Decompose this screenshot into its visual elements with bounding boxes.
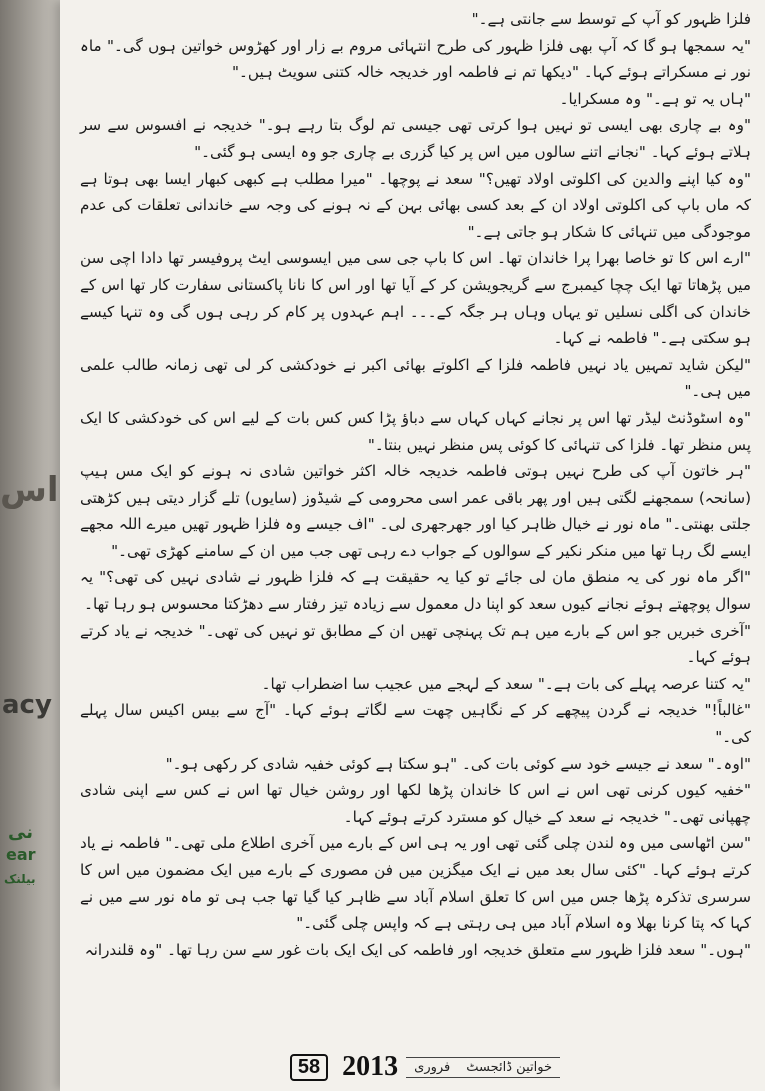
paragraph: "وہ کیا اپنے والدین کی اکلوتی اولاد تھیں؟" سعد نے پوچھا۔ "میرا مطلب ہے کبھی کبھار ایسا بھی ہوتا ہے کہ ماں باپ کی اکلوتی اولاد ان کے بعد کسی بھائی بہن کے نہ ہونے کی وجہ سے خاندانی تعلقات کی عدم موجودگی میں تنہائی کا شکار ہو جاتی ہے۔"	[80, 169, 751, 241]
paragraph: فلزا ظہور کو آپ کے توسط سے جانتی ہے۔"	[471, 10, 751, 28]
binding-fragment: ear	[6, 845, 36, 864]
paragraph: "خفیہ کیوں کرنی تھی اس نے اس کا خاندان پڑھا لکھا اور روشن خیال تھا اس نے کس سے اپنی شادی چھپانی تھی۔" خدیجہ نے سعد کے خیال کو مسترد کرتے ہوئے کہا۔	[80, 781, 751, 826]
binding-fragment: نی	[8, 822, 33, 843]
paragraph: "ارے اس کا تو خاصا بھرا پرا خاندان تھا۔ اس کا باپ جی سی میں ایسوسی ایٹ پروفیسر تھا دادا اچی سن میں پڑھاتا تھا ایک چچا کیمبرج سے گریجویشن کر کے آیا تھا اور اس کا نانا پاکستانی سفارت کار تھا اس کے خاندان کی اگلی نسلیں تو یہاں وہاں ہر جگہ کے۔۔۔ اہم عہدوں پر کام کر رہی ہوں گی وہ تنہا کیسے ہو سکتی ہے۔" فاطمہ نے کہا۔	[80, 249, 751, 348]
page-footer	[260, 1051, 560, 1083]
paragraph: "وہ اسٹوڈنٹ لیڈر تھا اس پر نجانے کہاں کہاں سے دباؤ پڑا کس کس بات کے لیے اس کی خودکشی کا ایک پس منظر تھا۔ فلزا کی تنہائی کا کوئی پس منظر نہیں بنتا۔"	[80, 408, 751, 454]
paragraph: "یہ کتنا عرصہ پہلے کی بات ہے۔" سعد کے لہجے میں عجیب سا اضطراب تھا۔	[261, 674, 751, 693]
paragraph: "ہاں یہ تو ہے۔" وہ مسکرایا۔	[559, 89, 751, 108]
footer-year: 2013	[342, 1051, 399, 1082]
paragraph: "غالباً!" خدیجہ نے گردن پیچھے کر کے نگاہیں چھت سے لگاتے ہوئے کہا۔ "آج سے بیس اکیس سال پہلے کی۔"	[80, 701, 751, 747]
binding-fragment: بیلنک	[4, 872, 36, 886]
paragraph: "لیکن شاید تمہیں یاد نہیں فاطمہ فلزا کے اکلوتے بھائی اکبر نے خودکشی کر لی تھی زمانہ طالب علمی میں ہی۔"	[80, 355, 751, 401]
page-number: 58	[290, 1054, 328, 1081]
paragraph: "سن اٹھاسی میں وہ لندن چلی گئی تھی اور یہ ہی اس کے بارے میں آخری اطلاع ملی تھی۔" فاطمہ نے یاد کرتے ہوئے کہا۔ "کئی سال بعد میں نے ایک میگزین میں فن مصوری کے بارے میں ایک مضمون میں اس کا سرسری تذکرہ پڑھا جس میں اس کا تعلق اسلام آباد سے ظاہر کیا گیا تھا جب ہی تو ماہ نور سے میں نے کہا کہ پتا کرنا بھلا وہ اسلام آباد میں ہی رہتی ہے کہ واپس چلی گئی۔"	[80, 834, 751, 933]
footer-magazine-name: خواتین ڈائجسٹ	[458, 1057, 560, 1078]
paragraph: "اگر ماہ نور کی یہ منطق مان لی جائے تو کیا یہ حقیقت ہے کہ فلزا ظہور نے شادی نہیں کی تھی؟" یہ سوال پوچھتے ہوئے نجانے کیوں سعد کو اپنا دل معمول سے زیادہ تیز رفتار سے دھڑکتا محسوس ہو رہا تھا۔	[80, 568, 751, 614]
paragraph: "یہ سمجھا ہو گا کہ آپ بھی فلزا ظہور کی طرح انتہائی مروم بے زار اور کھڑوس خواتین ہوں گی۔" ماہ نور نے مسکراتے ہوئے کہا۔ "دیکھا تم نے فاطمہ اور خدیجہ خالہ کتنی سویٹ ہیں۔"	[80, 36, 751, 82]
footer-month: فروری	[406, 1057, 458, 1078]
paragraph: "آخری خبریں جو اس کے بارے میں ہم تک پہنچی تھیں ان کے مطابق تو نہیں کی تھی۔" خدیجہ نے یاد کرتے ہوئے کہا۔	[80, 621, 751, 667]
magazine-page	[60, 0, 765, 1091]
binding-fragment: acy	[2, 690, 52, 720]
paragraph: "ہوں۔" سعد فلزا ظہور سے متعلق خدیجہ اور فاطمہ کی ایک ایک بات غور سے سن رہا تھا۔ "وہ قلندرانہ	[84, 940, 751, 959]
paragraph: "وہ بے چاری بھی ایسی تو نہیں ہوا کرتی تھی جیسی تم لوگ بتا رہے ہو۔" خدیجہ نے افسوس سے سر ہلاتے ہوئے کہا۔ "نجانے اتنے سالوں میں اس پر کیا گزری بے چاری جو وہ ایسی ہو گئی۔"	[80, 116, 751, 161]
binding-fragment: اس	[0, 470, 59, 510]
paragraph: "ہر خاتون آپ کی طرح نہیں ہوتی فاطمہ خدیجہ خالہ اکثر خواتین شادی نہ ہونے کو ایک مس ہیپ (سانحہ) سمجھنے لگتی ہیں اور پھر باقی عمر اسی محرومی کے شیڈوز (سایوں) تلے گزار دیتی ہیں کڑھتی جلتی بھنتی۔" ماہ نور نے خیال ظاہر کیا اور جھرجھری لی۔ "اف جیسے وہ فلزا ظہور تھیں میرے اللہ مجھے ایسے لگ رہا تھا میں منکر نکیر کے سوالوں کے جواب دے رہی تھی جب میں ان کے سامنے کھڑی تھی۔"	[80, 462, 751, 560]
paragraph: "اوہ۔" سعد نے جیسے خود سے کوئی بات کی۔ "ہو سکتا ہے کوئی خفیہ شادی کر رکھی ہو۔"	[165, 754, 751, 773]
article-text	[80, 6, 751, 1051]
